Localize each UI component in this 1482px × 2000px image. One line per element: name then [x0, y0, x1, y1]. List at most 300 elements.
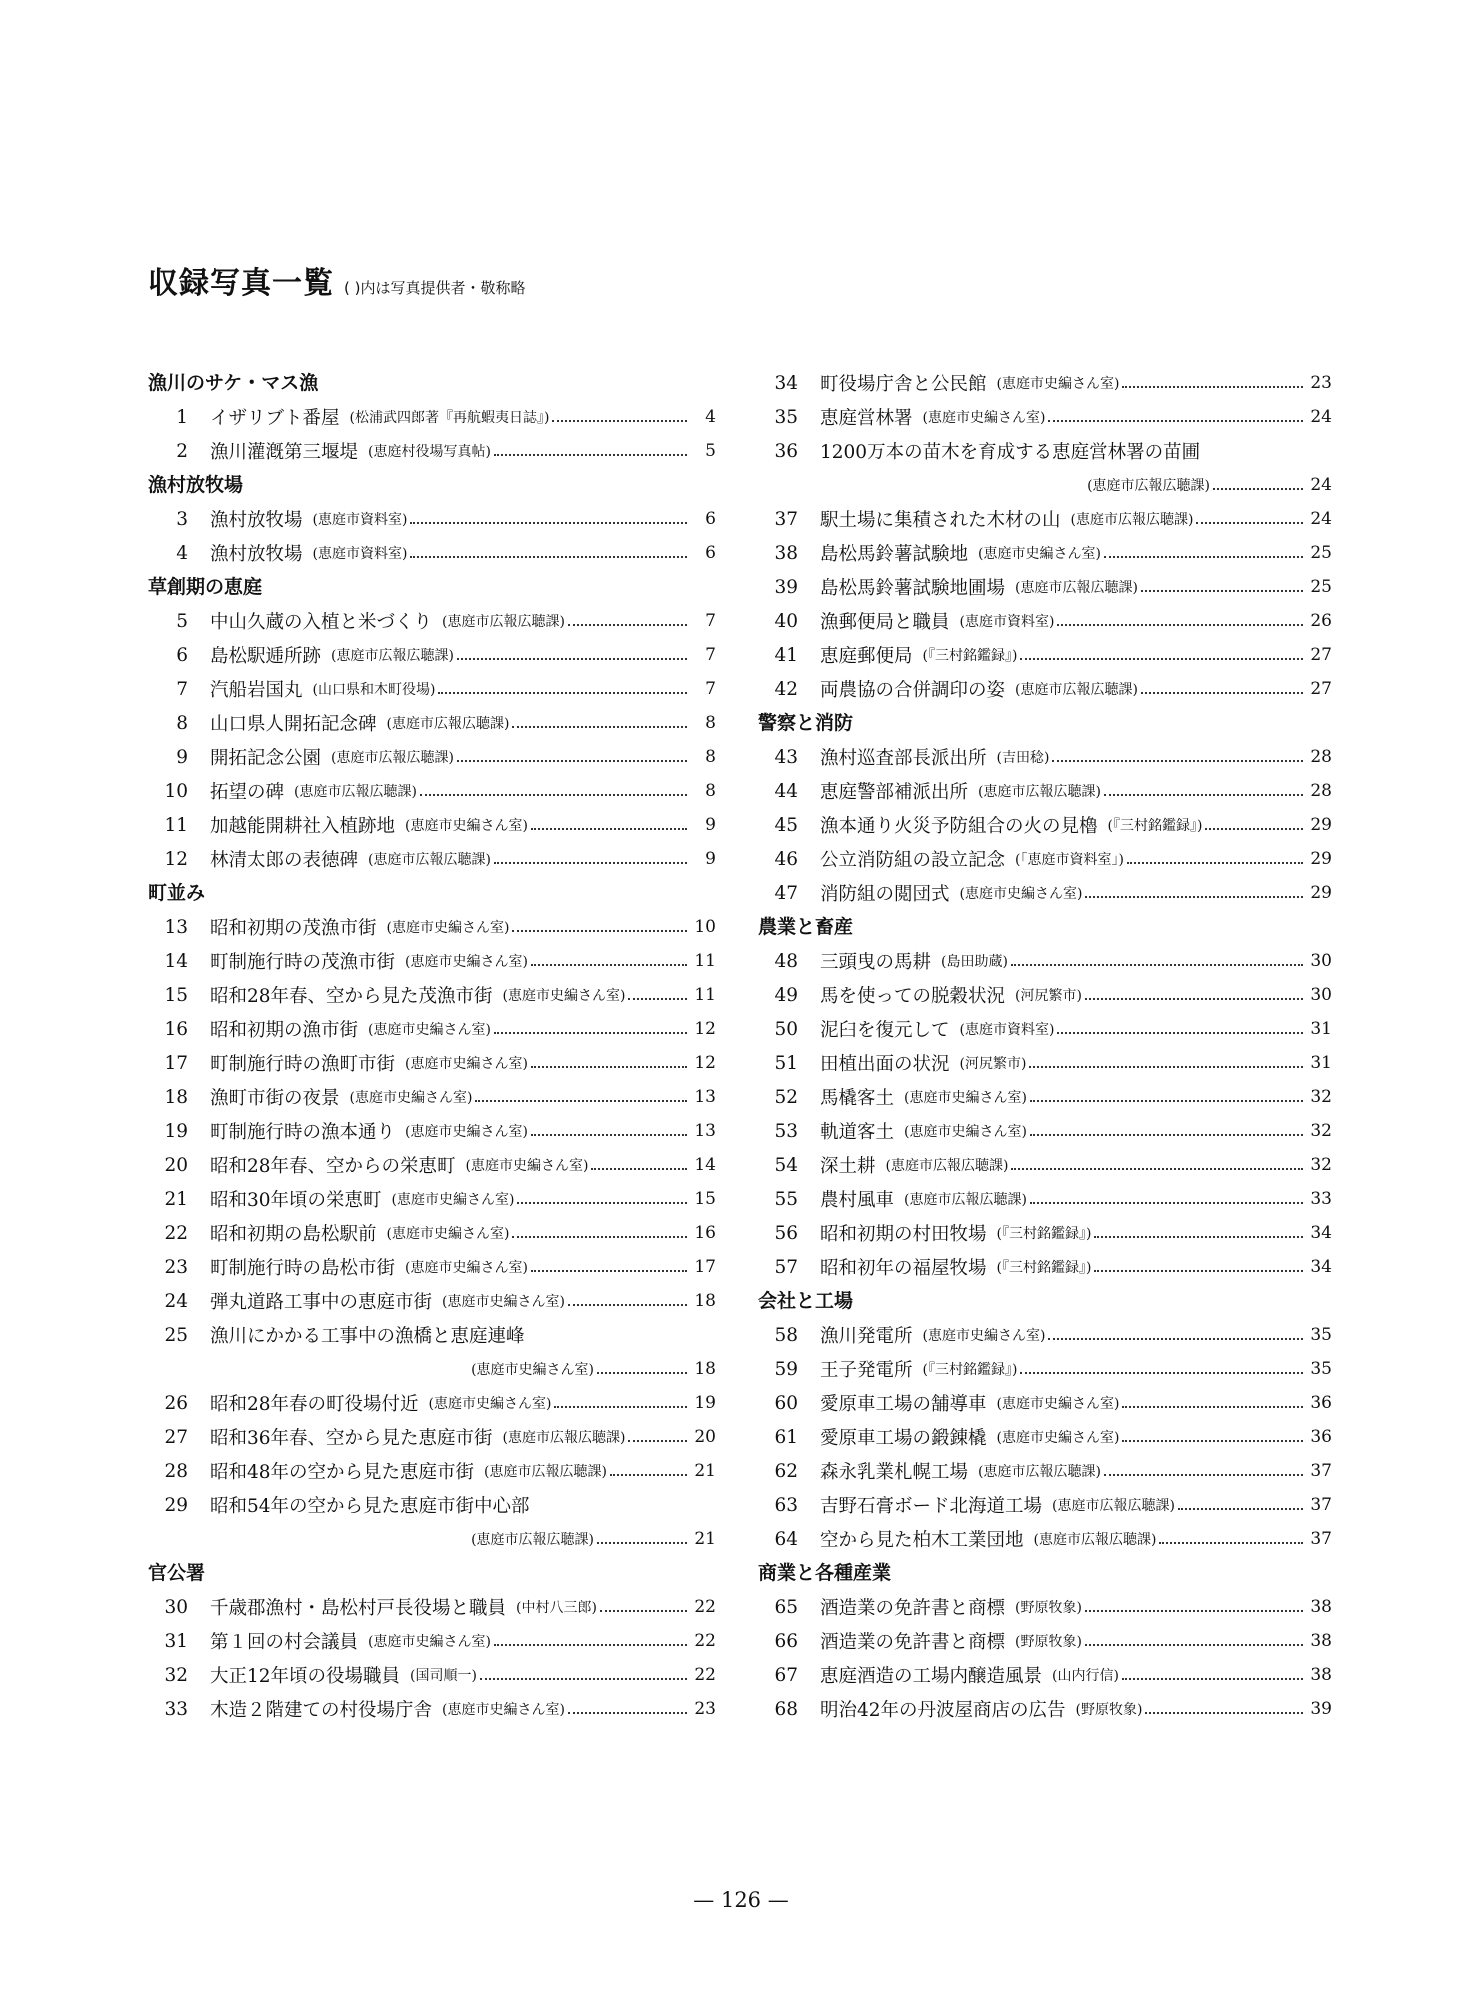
item-title: 町制施行時の茂漁市街 — [210, 952, 396, 973]
item-page: 22 — [694, 1631, 716, 1651]
item-title: 漁郵便局と職員 — [820, 612, 950, 633]
item-credit: (恵庭市史編さん室) — [996, 1430, 1120, 1446]
item-credit: (恵庭市史編さん室) — [471, 1362, 594, 1378]
list-item — [148, 1488, 716, 1522]
dot-leader — [1029, 1066, 1303, 1068]
dot-leader — [1141, 692, 1303, 694]
item-number: 41 — [774, 644, 798, 666]
dot-leader — [1085, 1644, 1303, 1646]
page-number: — 126 — — [693, 1888, 789, 1912]
item-number: 51 — [774, 1052, 798, 1074]
left-column — [148, 366, 716, 1726]
list-item — [758, 1080, 1332, 1114]
item-number: 20 — [164, 1154, 188, 1176]
item-number: 32 — [164, 1664, 188, 1686]
item-title: 田植出面の状況 — [820, 1054, 950, 1075]
item-title: 泥臼を復元して — [820, 1020, 950, 1041]
item-number: 67 — [774, 1664, 798, 1686]
dot-leader — [597, 1542, 687, 1544]
list-item — [758, 1318, 1332, 1352]
item-title: 加越能開耕社入植跡地 — [210, 816, 396, 837]
list-item — [758, 1352, 1332, 1386]
section-heading: 会社と工場 — [758, 1290, 854, 1312]
item-title: 森永乳業札幌工場 — [820, 1462, 969, 1483]
list-item — [758, 1012, 1332, 1046]
item-number: 3 — [176, 508, 188, 530]
item-credit: (恵庭市広報広聴課) — [1015, 580, 1138, 596]
item-page: 24 — [1310, 509, 1332, 529]
item-credit: (野原牧象) — [1015, 1600, 1082, 1616]
item-number: 24 — [164, 1290, 188, 1312]
dot-leader — [568, 1712, 687, 1714]
list-item — [148, 638, 716, 672]
item-number: 9 — [176, 746, 188, 768]
item-number: 11 — [164, 814, 188, 836]
item-title: 恵庭郵便局 — [820, 646, 913, 667]
dot-leader — [1052, 760, 1303, 762]
list-item — [758, 774, 1332, 808]
list-item — [758, 366, 1332, 400]
item-number: 10 — [164, 780, 188, 802]
item-title: 町制施行時の島松市街 — [210, 1258, 396, 1279]
section-heading: 農業と畜産 — [758, 916, 854, 938]
item-number: 26 — [164, 1392, 188, 1414]
item-title: 昭和54年の空から見た恵庭市街中心部 — [210, 1496, 530, 1517]
item-title: 汽船岩国丸 — [210, 680, 303, 701]
item-page: 20 — [694, 1427, 716, 1447]
dot-leader — [1048, 420, 1303, 422]
item-number: 34 — [774, 372, 798, 394]
dot-leader — [568, 624, 687, 626]
item-page: 38 — [1310, 1597, 1332, 1617]
list-item — [148, 604, 716, 638]
list-item — [758, 570, 1332, 604]
item-page: 22 — [694, 1665, 716, 1685]
dot-leader — [517, 1202, 687, 1204]
list-item — [148, 1148, 716, 1182]
item-credit: (『三村銘鑑録』) — [922, 1362, 1018, 1378]
item-number: 61 — [774, 1426, 798, 1448]
item-number: 22 — [164, 1222, 188, 1244]
item-number: 1 — [176, 406, 188, 428]
item-number: 28 — [164, 1460, 188, 1482]
item-page: 13 — [694, 1121, 716, 1141]
dot-leader — [410, 522, 687, 524]
item-page: 7 — [705, 645, 716, 665]
item-page: 25 — [1310, 577, 1332, 597]
item-credit: (恵庭市資料室) — [959, 614, 1055, 630]
item-credit: (恵庭市史編さん室) — [502, 988, 626, 1004]
item-number: 25 — [164, 1324, 188, 1346]
list-item — [758, 1386, 1332, 1420]
item-page: 37 — [1310, 1461, 1332, 1481]
item-number: 18 — [164, 1086, 188, 1108]
list-item — [148, 1590, 716, 1624]
item-title: 恵庭警部補派出所 — [820, 782, 969, 803]
list-item — [758, 1216, 1332, 1250]
item-credit: (恵庭市広報広聴課) — [294, 784, 417, 800]
item-page: 23 — [1310, 373, 1332, 393]
item-number: 56 — [774, 1222, 798, 1244]
item-number: 46 — [774, 848, 798, 870]
list-item — [758, 1454, 1332, 1488]
item-page: 37 — [1310, 1529, 1332, 1549]
item-credit: (恵庭市広報広聴課) — [386, 716, 510, 732]
item-title: 町制施行時の漁本通り — [210, 1122, 396, 1143]
item-credit: (中村八三郎) — [516, 1600, 597, 1616]
item-number: 52 — [774, 1086, 798, 1108]
list-item — [758, 1624, 1332, 1658]
item-page: 18 — [694, 1359, 716, 1379]
list-item — [148, 774, 716, 808]
list-item — [758, 1658, 1332, 1692]
list-item — [758, 842, 1332, 876]
item-title: 消防組の閲団式 — [820, 884, 950, 905]
list-item — [758, 1590, 1332, 1624]
item-page: 11 — [694, 951, 716, 971]
item-title: 昭和28年春の町役場付近 — [210, 1394, 419, 1415]
list-item — [148, 1080, 716, 1114]
dot-leader — [531, 828, 687, 830]
list-item — [148, 1658, 716, 1692]
list-item — [148, 502, 716, 536]
item-credit: (「恵庭市資料室」) — [1015, 852, 1124, 868]
list-item — [148, 706, 716, 740]
list-item — [148, 944, 716, 978]
section-heading: 町並み — [148, 882, 206, 904]
item-credit: (『三村銘鑑録』) — [922, 648, 1018, 664]
item-title: 空から見た柏木工業団地 — [820, 1530, 1024, 1551]
item-credit: (恵庭市史編さん室) — [904, 1124, 1027, 1140]
item-page: 30 — [1310, 951, 1332, 971]
item-number: 8 — [176, 712, 188, 734]
item-page: 22 — [694, 1597, 716, 1617]
item-credit: (河尻繁市) — [1015, 988, 1082, 1004]
item-credit: (山内行信) — [1052, 1668, 1119, 1684]
item-title: 島松駅逓所跡 — [210, 646, 322, 667]
item-credit: (恵庭市広報広聴課) — [484, 1464, 607, 1480]
item-number: 47 — [774, 882, 798, 904]
dot-leader — [1205, 828, 1303, 830]
item-credit: (恵庭市史編さん室) — [386, 920, 510, 936]
list-item — [758, 944, 1332, 978]
list-item-continued — [148, 1352, 716, 1386]
item-credit: (恵庭市広報広聴課) — [1070, 512, 1194, 528]
item-page: 12 — [694, 1019, 716, 1039]
list-item — [758, 434, 1332, 468]
item-credit: (恵庭市広報広聴課) — [502, 1430, 626, 1446]
item-title: イザリブト番屋 — [210, 408, 340, 429]
item-number: 65 — [774, 1596, 798, 1618]
item-credit: (山口県和木町役場) — [312, 682, 436, 698]
section-heading: 官公署 — [148, 1562, 206, 1584]
item-credit: (恵庭市資料室) — [312, 512, 408, 528]
item-title: 酒造業の免許書と商標 — [820, 1632, 1006, 1653]
item-number: 63 — [774, 1494, 798, 1516]
item-credit: (恵庭市史編さん室) — [391, 1192, 515, 1208]
item-credit: (恵庭市広報広聴課) — [1033, 1532, 1157, 1548]
item-page: 34 — [1310, 1223, 1332, 1243]
dot-leader — [457, 658, 687, 660]
item-page: 14 — [694, 1155, 716, 1175]
item-credit: (恵庭市史編さん室) — [405, 954, 528, 970]
item-page: 35 — [1310, 1325, 1332, 1345]
item-page: 36 — [1310, 1393, 1332, 1413]
list-item — [148, 1692, 716, 1726]
item-number: 33 — [164, 1698, 188, 1720]
item-credit: (恵庭市史編さん室) — [368, 1022, 491, 1038]
item-title: 昭和初期の村田牧場 — [820, 1224, 987, 1245]
dot-leader — [1127, 862, 1303, 864]
dot-leader — [1030, 1100, 1303, 1102]
item-page: 32 — [1310, 1087, 1332, 1107]
item-title: 漁川発電所 — [820, 1326, 913, 1347]
dot-leader — [628, 998, 687, 1000]
right-column — [758, 366, 1332, 1726]
list-item — [148, 842, 716, 876]
list-item — [758, 1182, 1332, 1216]
dot-leader — [457, 760, 687, 762]
item-credit: (恵庭市史編さん室) — [996, 376, 1120, 392]
item-credit: (恵庭市広報広聴課) — [885, 1158, 1009, 1174]
item-number: 48 — [774, 950, 798, 972]
list-item — [758, 740, 1332, 774]
dot-leader — [494, 862, 687, 864]
dot-leader — [1122, 1440, 1303, 1442]
dot-leader — [1094, 1270, 1303, 1272]
item-page: 21 — [694, 1461, 716, 1481]
dot-leader — [597, 1372, 687, 1374]
item-title: 第１回の村会議員 — [210, 1632, 359, 1653]
item-title: 漁村放牧場 — [210, 510, 303, 531]
item-title: 愛原車工場の鍛錬橇 — [820, 1428, 987, 1449]
item-page: 16 — [694, 1223, 716, 1243]
item-credit: (恵庭市史編さん室) — [904, 1090, 1027, 1106]
item-credit: (恵庭市広報広聴課) — [904, 1192, 1027, 1208]
item-credit: (恵庭市広報広聴課) — [368, 852, 491, 868]
item-number: 35 — [774, 406, 798, 428]
item-title: 開拓記念公園 — [210, 748, 322, 769]
dot-leader — [1145, 1712, 1303, 1714]
item-credit: (恵庭市史編さん室) — [405, 818, 528, 834]
item-page: 17 — [694, 1257, 716, 1277]
dot-leader — [1159, 1542, 1303, 1544]
item-page: 4 — [705, 407, 716, 427]
item-title: 馬を使っての脱穀状況 — [820, 986, 1006, 1007]
item-credit: (恵庭市資料室) — [312, 546, 408, 562]
item-page: 29 — [1310, 815, 1332, 835]
list-item — [148, 740, 716, 774]
item-page: 34 — [1310, 1257, 1332, 1277]
item-credit: (恵庭市史編さん室) — [922, 410, 1046, 426]
item-number: 15 — [164, 984, 188, 1006]
list-item — [148, 1284, 716, 1318]
item-title: 昭和28年春、空からの栄恵町 — [210, 1156, 456, 1177]
item-page: 33 — [1310, 1189, 1332, 1209]
list-item-continued — [758, 468, 1332, 502]
dot-leader — [1085, 1610, 1303, 1612]
item-page: 10 — [694, 917, 716, 937]
list-item — [148, 672, 716, 706]
item-credit: (恵庭市史編さん室) — [978, 546, 1101, 562]
dot-leader — [1213, 488, 1303, 490]
dot-leader — [1085, 998, 1303, 1000]
item-number: 36 — [774, 440, 798, 462]
item-title: 島松馬鈴薯試験地 — [820, 544, 969, 565]
item-credit: (恵庭市広報広聴課) — [331, 750, 454, 766]
list-item — [148, 1250, 716, 1284]
list-item — [758, 1250, 1332, 1284]
item-page: 9 — [705, 815, 716, 835]
item-title: 昭和36年春、空から見た恵庭市街 — [210, 1428, 493, 1449]
list-item — [758, 978, 1332, 1012]
item-title: 林清太郎の表徳碑 — [210, 850, 359, 871]
item-number: 14 — [164, 950, 188, 972]
dot-leader — [628, 1440, 687, 1442]
item-number: 62 — [774, 1460, 798, 1482]
dot-leader — [591, 1168, 687, 1170]
item-page: 12 — [694, 1053, 716, 1073]
item-credit: (恵庭市広報広聴課) — [978, 784, 1101, 800]
item-credit: (恵庭市広報広聴課) — [1052, 1498, 1175, 1514]
list-item — [148, 434, 716, 468]
item-credit: (恵庭市史編さん室) — [368, 1634, 491, 1650]
item-number: 12 — [164, 848, 188, 870]
item-title: 中山久蔵の入植と米づくり — [210, 612, 433, 633]
dot-leader — [1104, 794, 1303, 796]
item-title: 町制施行時の漁町市街 — [210, 1054, 396, 1075]
dot-leader — [531, 1134, 687, 1136]
list-item — [758, 1420, 1332, 1454]
item-page: 38 — [1310, 1631, 1332, 1651]
dot-leader — [1020, 1372, 1303, 1374]
list-item — [758, 1114, 1332, 1148]
item-credit: (『三村銘鑑録』) — [996, 1226, 1092, 1242]
section-heading: 警察と消防 — [758, 712, 854, 734]
dot-leader — [494, 454, 687, 456]
list-item — [148, 536, 716, 570]
list-item — [148, 1318, 716, 1352]
item-number: 4 — [176, 542, 188, 564]
list-item — [148, 1454, 716, 1488]
item-credit: (松浦武四郎著『再航蝦夷日誌』) — [349, 410, 550, 426]
item-title: 深土耕 — [820, 1156, 876, 1177]
item-number: 37 — [774, 508, 798, 530]
list-item — [758, 1522, 1332, 1556]
item-number: 23 — [164, 1256, 188, 1278]
item-credit: (恵庭市史編さん室) — [996, 1396, 1120, 1412]
section-heading: 漁川のサケ・マス漁 — [148, 372, 319, 394]
dot-leader — [480, 1678, 687, 1680]
item-credit: (恵庭市資料室) — [959, 1022, 1055, 1038]
item-page: 31 — [1310, 1053, 1332, 1073]
item-page: 36 — [1310, 1427, 1332, 1447]
item-number: 39 — [774, 576, 798, 598]
item-title: 恵庭営林署 — [820, 408, 913, 429]
item-number: 21 — [164, 1188, 188, 1210]
item-title: 愛原車工場の舗導車 — [820, 1394, 987, 1415]
item-credit: (恵庭市広報広聴課) — [1015, 682, 1138, 698]
item-page: 24 — [1310, 407, 1332, 427]
item-number: 58 — [774, 1324, 798, 1346]
item-number: 68 — [774, 1698, 798, 1720]
dot-leader — [1020, 658, 1303, 660]
item-number: 55 — [774, 1188, 798, 1210]
item-number: 7 — [176, 678, 188, 700]
item-number: 27 — [164, 1426, 188, 1448]
item-title: 弾丸道路工事中の恵庭市街 — [210, 1292, 433, 1313]
item-credit: (恵庭市史編さん室) — [349, 1090, 473, 1106]
item-page: 9 — [705, 849, 716, 869]
list-item — [758, 808, 1332, 842]
item-credit: (野原牧象) — [1015, 1634, 1082, 1650]
item-number: 5 — [176, 610, 188, 632]
item-credit: (恵庭市広報広聴課) — [442, 614, 565, 630]
item-number: 31 — [164, 1630, 188, 1652]
item-number: 54 — [774, 1154, 798, 1176]
item-number: 2 — [176, 440, 188, 462]
dot-leader — [1030, 1202, 1303, 1204]
dot-leader — [531, 1270, 687, 1272]
item-credit: (国司順一) — [410, 1668, 477, 1684]
dot-leader — [1196, 522, 1303, 524]
item-page: 31 — [1310, 1019, 1332, 1039]
item-number: 42 — [774, 678, 798, 700]
item-number: 66 — [774, 1630, 798, 1652]
dot-leader — [512, 726, 687, 728]
item-page: 24 — [1310, 475, 1332, 495]
item-page: 8 — [705, 713, 716, 733]
item-page: 5 — [705, 441, 716, 461]
item-credit: (恵庭市史編さん室) — [428, 1396, 552, 1412]
dot-leader — [512, 1236, 687, 1238]
dot-leader — [1094, 1236, 1303, 1238]
dot-leader — [1057, 1032, 1303, 1034]
dot-leader — [1178, 1508, 1303, 1510]
item-title: 恵庭酒造の工場内醸造風景 — [820, 1666, 1043, 1687]
list-item — [148, 1216, 716, 1250]
list-item — [148, 1386, 716, 1420]
list-item — [148, 808, 716, 842]
list-item — [758, 1692, 1332, 1726]
list-item — [758, 672, 1332, 706]
page-header — [148, 258, 525, 302]
dot-leader — [1011, 1168, 1303, 1170]
dot-leader — [1048, 1338, 1303, 1340]
item-credit: (恵庭市史編さん室) — [442, 1702, 565, 1718]
item-credit: (島田助蔵) — [941, 954, 1008, 970]
item-credit: (恵庭市史編さん室) — [442, 1294, 565, 1310]
item-page: 25 — [1310, 543, 1332, 563]
item-number: 13 — [164, 916, 188, 938]
item-title: 漁町市街の夜景 — [210, 1088, 340, 1109]
item-page: 35 — [1310, 1359, 1332, 1379]
item-credit: (恵庭市広報広聴課) — [331, 648, 454, 664]
item-title: 木造２階建ての村役場庁舎 — [210, 1700, 433, 1721]
dot-leader — [512, 930, 687, 932]
item-title: 大正12年頃の役場職員 — [210, 1666, 401, 1687]
list-item — [758, 536, 1332, 570]
item-page: 15 — [694, 1189, 716, 1209]
section-heading: 商業と各種産業 — [758, 1562, 892, 1584]
list-item — [758, 876, 1332, 910]
list-item — [148, 400, 716, 434]
list-item — [148, 978, 716, 1012]
item-number: 49 — [774, 984, 798, 1006]
item-title: 島松馬鈴薯試験地圃場 — [820, 578, 1006, 599]
list-item — [758, 502, 1332, 536]
item-number: 16 — [164, 1018, 188, 1040]
